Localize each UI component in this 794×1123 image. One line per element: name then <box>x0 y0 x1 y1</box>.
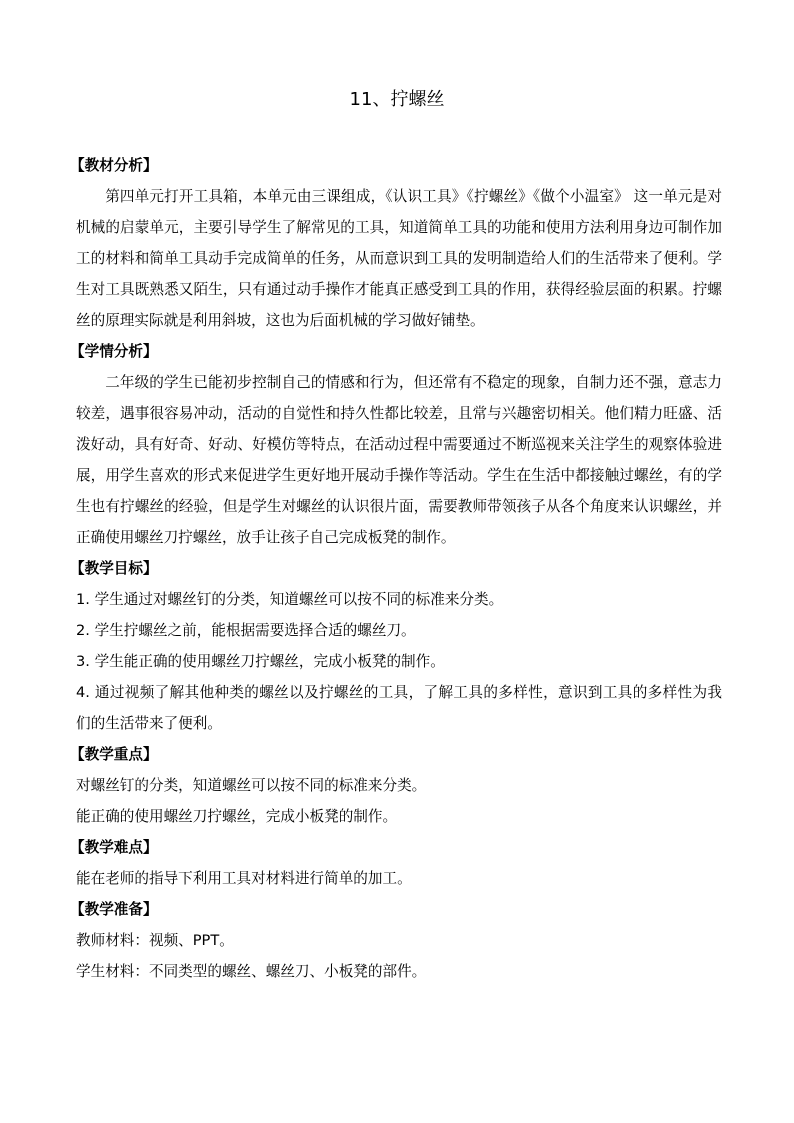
material-analysis-paragraph: 第四单元打开工具箱，本单元由三课组成，《认识工具》《拧螺丝》《做个小温室》 这一单元是对机械的启蒙单元，主要引导学生了解常见的工具，知道简单工具的功能和使用方法利用身边可制作加工的材料和简单工具动手完成简单的任务，从而意识到工具的发明制造给人们的生活带来了便利。学生对工具既熟悉又陌生，只有通过动手操作才能真正感受到工具的作用，获得经验层面的积累。拧螺丝的原理实际就是利用斜坡，这也为后面机械的学习做好铺垫。 <box>76 188 722 329</box>
heading-material-analysis: 【教材分析】 <box>70 157 158 174</box>
student-analysis-paragraph: 二年级的学生已能初步控制自己的情感和行为，但还常有不稳定的现象，自制力还不强，意志力较差，遇事很容易冲动，活动的自觉性和持久性都比较差，且常与兴趣密切相关。他们精力旺盛、活泼好动，具有好奇、好动、好模仿等特点，在活动过程中需要通过不断巡视来关注学生的观察体验进展，用学生喜欢的形式来促进学生更好地开展动手操作等活动。学生在生活中都接触过螺丝，有的学生也有拧螺丝的经验，但是学生对螺丝的认识很片面，需要教师带领孩子从各个角度来认识螺丝，并正确使用螺丝刀拧螺丝，放手让孩子自己完成板凳的制作。 <box>76 374 722 546</box>
goal-item: 1. 学生通过对螺丝钉的分类，知道螺丝可以按不同的标准来分类。 <box>76 591 504 608</box>
heading-key-points: 【教学重点】 <box>70 746 158 763</box>
preparation-line: 学生材料：不同类型的螺丝、螺丝刀、小板凳的部件。 <box>76 963 427 980</box>
heading-difficulties: 【教学难点】 <box>70 839 158 856</box>
key-point-line: 能正确的使用螺丝刀拧螺丝，完成小板凳的制作。 <box>76 808 398 825</box>
key-point-line: 对螺丝钉的分类，知道螺丝可以按不同的标准来分类。 <box>76 777 427 794</box>
goal-item: 2. 学生拧螺丝之前，能根据需要选择合适的螺丝刀。 <box>76 622 416 639</box>
heading-preparation: 【教学准备】 <box>70 901 158 918</box>
preparation-line: 教师材料：视频、PPT。 <box>76 932 234 949</box>
document-body <box>70 150 722 987</box>
heading-teaching-goals: 【教学目标】 <box>70 560 158 577</box>
goal-item: 4. 通过视频了解其他种类的螺丝以及拧螺丝的工具，了解工具的多样性，意识到工具的多样性为我们的生活带来了便利。 <box>76 684 722 732</box>
lesson-title: 11、拧螺丝 <box>349 89 445 110</box>
heading-student-analysis: 【学情分析】 <box>70 343 158 360</box>
goal-item: 3. 学生能正确的使用螺丝刀拧螺丝，完成小板凳的制作。 <box>76 653 445 670</box>
difficulty-line: 能在老师的指导下利用工具对材料进行简单的加工。 <box>76 870 412 887</box>
